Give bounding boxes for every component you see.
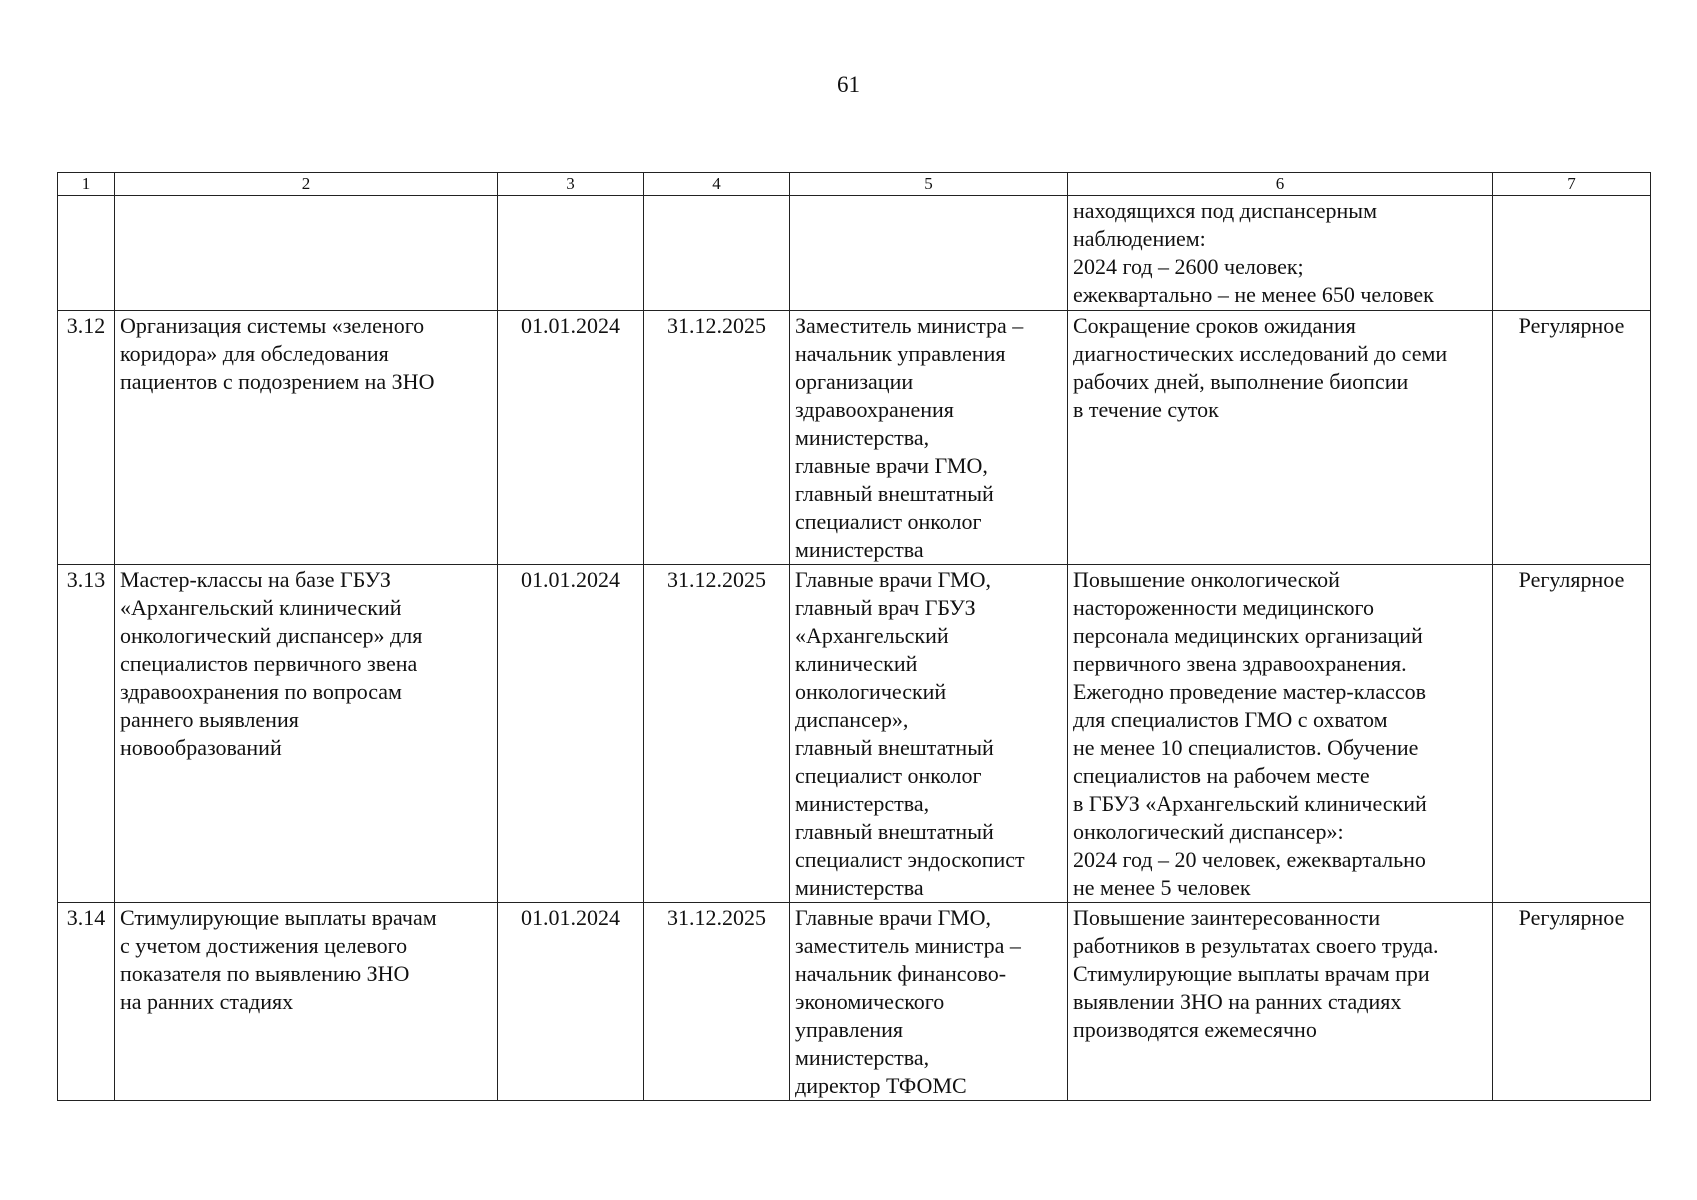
column-header: 5 bbox=[790, 173, 1068, 196]
result-cell: Повышение онкологической настороженности медицинского персонала медицинских организаций первичного звена здравоохранения. Ежегодно проведение мастер-классов для специалистов ГМО с охватом не менее 10 специалистов. Обучение специалистов на рабочем месте в ГБУЗ «Архангельский клинический онкологический диспансер»: 2024 год – 20 человек, ежеквартально не менее 5 человек bbox=[1068, 565, 1493, 903]
start-date-cell: 01.01.2024 bbox=[498, 565, 644, 903]
start-date-cell: 01.01.2024 bbox=[498, 311, 644, 565]
responsible-cell bbox=[790, 196, 1068, 311]
activity-cell: Организация системы «зеленого коридора» для обследования пациентов с подозрением на ЗНО bbox=[115, 311, 498, 565]
table-row bbox=[58, 311, 1651, 565]
type-cell bbox=[1493, 196, 1651, 311]
result-cell: находящихся под диспансерным наблюдением: 2024 год – 2600 человек; ежеквартально – не менее 650 человек bbox=[1068, 196, 1493, 311]
type-cell: Регулярное bbox=[1493, 903, 1651, 1101]
page-number: 61 bbox=[837, 72, 860, 97]
plan-table bbox=[57, 172, 1651, 1101]
responsible-cell: Главные врачи ГМО, заместитель министра – начальник финансово- экономического управления министерства, директор ТФОМС bbox=[790, 903, 1068, 1101]
result-cell: Повышение заинтересованности работников в результатах своего труда. Стимулирующие выплаты врачам при выявлении ЗНО на ранних стадиях производятся ежемесячно bbox=[1068, 903, 1493, 1101]
activity-cell: Стимулирующие выплаты врачам с учетом достижения целевого показателя по выявлению ЗНО на ранних стадиях bbox=[115, 903, 498, 1101]
start-date-cell: 01.01.2024 bbox=[498, 903, 644, 1101]
row-number-cell: 3.13 bbox=[58, 565, 115, 903]
table-row bbox=[58, 565, 1651, 903]
responsible-cell: Главные врачи ГМО, главный врач ГБУЗ «Архангельский клинический онкологический диспансер», главный внештатный специалист онколог министерства, главный внештатный специалист эндоскопист министерства bbox=[790, 565, 1068, 903]
column-header: 6 bbox=[1068, 173, 1493, 196]
column-header: 1 bbox=[58, 173, 115, 196]
start-date-cell bbox=[498, 196, 644, 311]
responsible-cell: Заместитель министра – начальник управления организации здравоохранения министерства, главные врачи ГМО, главный внештатный специалист онколог министерства bbox=[790, 311, 1068, 565]
row-number-cell bbox=[58, 196, 115, 311]
activity-cell: Мастер-классы на базе ГБУЗ «Архангельский клинический онкологический диспансер» для специалистов первичного звена здравоохранения по вопросам раннего выявления новообразований bbox=[115, 565, 498, 903]
activity-cell bbox=[115, 196, 498, 311]
end-date-cell: 31.12.2025 bbox=[644, 565, 790, 903]
row-number-cell: 3.12 bbox=[58, 311, 115, 565]
row-number-cell: 3.14 bbox=[58, 903, 115, 1101]
column-header: 2 bbox=[115, 173, 498, 196]
column-header: 3 bbox=[498, 173, 644, 196]
column-header: 7 bbox=[1493, 173, 1651, 196]
result-cell: Сокращение сроков ожидания диагностических исследований до семи рабочих дней, выполнение биопсии в течение суток bbox=[1068, 311, 1493, 565]
end-date-cell bbox=[644, 196, 790, 311]
type-cell: Регулярное bbox=[1493, 311, 1651, 565]
table-row bbox=[58, 196, 1651, 311]
column-header: 4 bbox=[644, 173, 790, 196]
table-row bbox=[58, 903, 1651, 1101]
type-cell: Регулярное bbox=[1493, 565, 1651, 903]
end-date-cell: 31.12.2025 bbox=[644, 903, 790, 1101]
table-header-row bbox=[58, 173, 1651, 196]
end-date-cell: 31.12.2025 bbox=[644, 311, 790, 565]
